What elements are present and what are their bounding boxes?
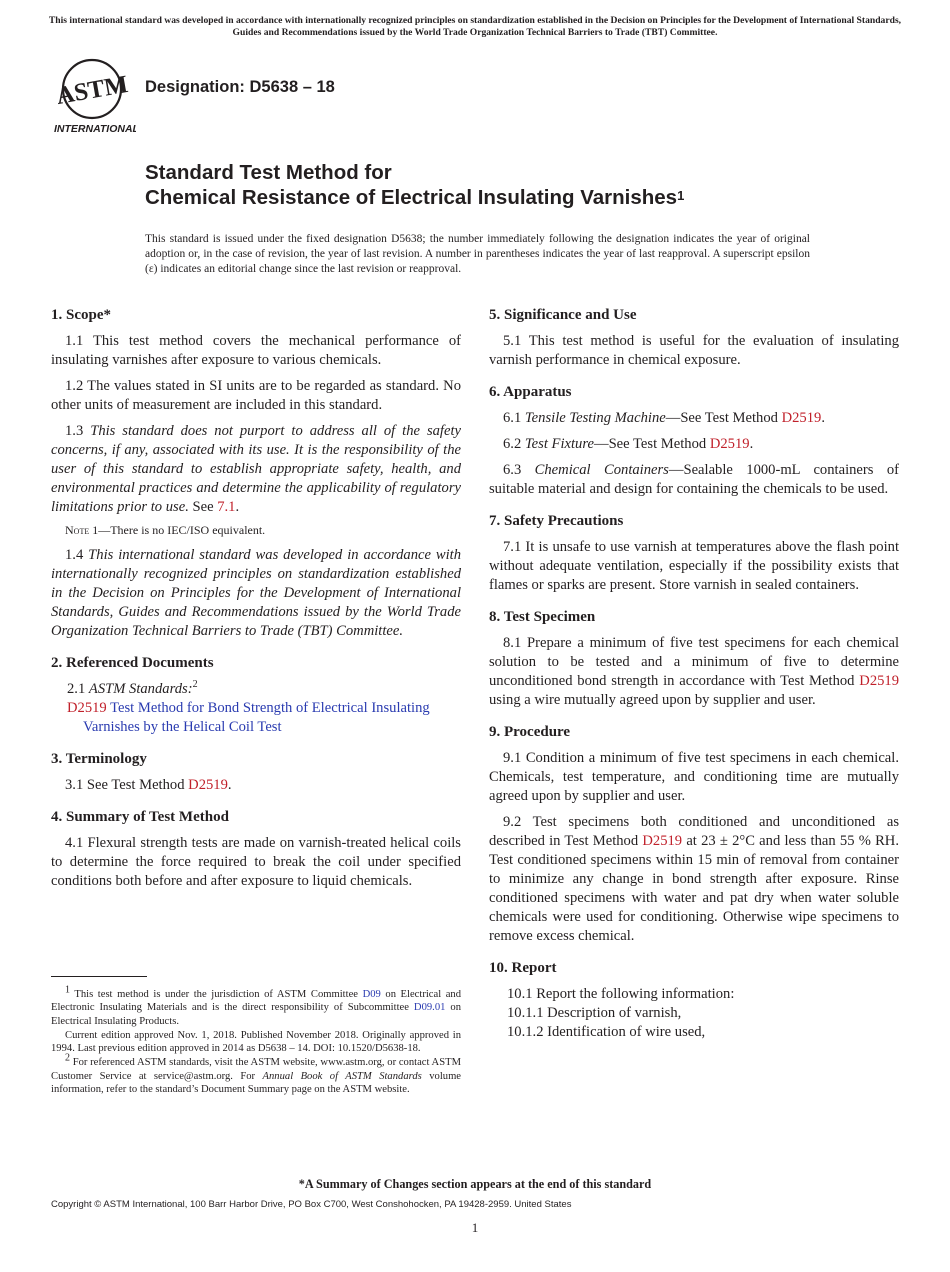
summary-of-changes-note: *A Summary of Changes section appears at the end of this standard [298, 1177, 652, 1191]
section-safety [489, 512, 899, 595]
link-d2519[interactable]: D2519 [781, 410, 822, 426]
section-referenced-documents [51, 654, 461, 737]
link-d2519[interactable]: D2519 [859, 673, 900, 689]
paragraph-8-1: 8.1 Prepare a minimum of five test specimens for each chemical solution to be tested and a minimum of five to determine unconditioned bond strength in accordance with Test Method D2519 using a wire mutually agreed upon by supplier and user. [489, 635, 900, 708]
title-line-2: Chemical Resistance of Electrical Insulating Varnishes$^1$ [145, 186, 685, 209]
section-test-specimen [489, 608, 899, 710]
link-d2519[interactable]: D2519 [642, 833, 683, 849]
issue-note: This standard is issued under the fixed designation D5638; the number immediately following the designation indicates the year of original adoption or, in the case of revision, the year of last revision. A number in parentheses indicates the year of last reapproval. A superscript epsilon (ε) indicates an editorial change since the last revision or reapproval. [145, 233, 810, 275]
page-number: 1 [471, 1220, 479, 1235]
section-terminology [51, 750, 461, 795]
section-heading: 4. Summary of Test Method [51, 809, 229, 825]
paragraph-1-2: 1.2 The values stated in SI units are to be regarded as standard. No other units of measurement are included in this standard. [51, 378, 461, 413]
footnote-2: $^2$ For referenced ASTM standards, visit the ASTM website, www.astm.org, or contact ASTM Customer Service at service@astm.org. For Annual Book of ASTM Standards volume information, refer to the standard’s Document Summary page on the ASTM website. [51, 1052, 462, 1096]
section-heading: 7. Safety Precautions [489, 513, 624, 529]
section-procedure [489, 723, 899, 946]
report-item: 10.1 Report the following information: [507, 986, 735, 1002]
reference-d2519[interactable]: D2519 Test Method for Bond Strength of Electrical Insulating Varnishes by the Helical Coil Test [67, 700, 430, 735]
footnote-divider [51, 976, 147, 977]
footnotes [51, 984, 462, 1097]
section-heading: 2. Referenced Documents [51, 655, 214, 671]
document-title [145, 160, 684, 212]
link-7-1[interactable]: 7.1 [217, 499, 236, 515]
section-summary [51, 808, 461, 891]
section-heading: 5. Significance and Use [489, 307, 637, 323]
paragraph-3-1: 3.1 See Test Method D2519. [65, 777, 232, 793]
title-line-1: Standard Test Method for [145, 161, 392, 184]
report-item: 10.1.2 Identification of wire used, [507, 1024, 706, 1040]
paragraph-1-3: 1.3 This standard does not purport to address all of the safety concerns, if any, associated with its use. It is the responsibility of the user of this standard to establish appropriate safety, health, and environmental practices and determine the applicability of regulatory limitations prior to use. See 7.1. [51, 423, 461, 515]
paragraph-6-1: 6.1 Tensile Testing Machine—See Test Method D2519. [503, 410, 825, 426]
footnote-1: $^1$ This test method is under the jurisdiction of ASTM Committee D09 on Electrical and Electronic Insulating Materials and is the direct responsibility of Subcommittee D09.01 on Electrical Insulating Products. [51, 984, 462, 1027]
logo-letters: ASTM [54, 70, 130, 111]
right-column [489, 306, 899, 1055]
astm-logo [52, 56, 136, 136]
title-footnote-ref: 1 [677, 188, 685, 203]
link-d2519[interactable]: D2519 [709, 436, 750, 452]
section-heading: 6. Apparatus [489, 384, 572, 400]
section-heading: 10. Report [489, 960, 557, 976]
section-scope [51, 306, 461, 641]
left-column [51, 306, 461, 904]
paragraph-2-1: 2.1 ASTM Standards:$^2$ [67, 679, 198, 697]
paragraph-9-1: 9.1 Condition a minimum of five test specimens in each chemical. Chemicals, test temperature, and conditioning time are mutually agreed upon by supplier and user. [489, 750, 899, 804]
paragraph-1-1: 1.1 This test method covers the mechanical performance of insulating varnishes after exposure to various chemicals. [51, 333, 461, 368]
section-heading: 3. Terminology [51, 751, 147, 767]
section-heading: 8. Test Specimen [489, 609, 596, 625]
paragraph-4-1: 4.1 Flexural strength tests are made on varnish-treated helical coils to determine the force required to break the coil under specified conditions both before and after exposure to liquid chemicals. [51, 835, 461, 889]
section-heading: 9. Procedure [489, 724, 571, 740]
section-report [489, 959, 899, 1042]
link-d2519[interactable]: D2519 [188, 777, 228, 793]
paragraph-1-4: 1.4 This international standard was developed in accordance with internationally recognized principles on standardization established in the Decision on Principles for the Development of International Standards, Guides and Recommendations issued by the World Trade Organization Technical Barriers to Trade (TBT) Committee. [51, 547, 462, 639]
footnote-1-edition: Current edition approved Nov. 1, 2018. Published November 2018. Originally approved in 1994. Last previous edition approved in 2014 as D5638 – 14. DOI: 10.1520/D5638-18. [51, 1029, 461, 1055]
paragraph-9-2: 9.2 Test specimens both conditioned and unconditioned as described in Test Method D2519 at 23 ± 2°C and less than 55 % RH. Test conditioned specimens within 15 min of removal from container to minimize any change in bond strength after exposure. Rinse conditioned specimens with water and pat dry when water soluble chemicals were used for conditioning. Otherwise wipe specimens to remove excess chemical. [489, 814, 899, 944]
paragraph-6-3: 6.3 Chemical Containers—Sealable 1000-mL containers of suitable material and design for containing the chemicals to be used. [489, 462, 899, 497]
paragraph-7-1: 7.1 It is unsafe to use varnish at temperatures above the flash point without adequate ventilation, especially if the possibility exists that flames or sparks are present. Store varnish in sealed containers. [489, 539, 899, 593]
top-notice: This international standard was developed in accordance with internationally recognized principles on standardization established in the Decision on Principles for the Development of International Standards, Guides and Recommendations issued by the World Trade Organization Technical Barriers to Trade (TBT) Committee. [48, 15, 902, 38]
logo-subtitle: INTERNATIONAL [54, 123, 136, 135]
link-d09[interactable]: D09 [362, 989, 381, 1000]
note-1: Note 1—There is no IEC/ISO equivalent. [65, 523, 266, 537]
paragraph-6-2: 6.2 Test Fixture—See Test Method D2519. [503, 436, 754, 452]
copyright: Copyright © ASTM International, 100 Barr Harbor Drive, PO Box C700, West Conshohocken, PA 19428-2959. United States [51, 1199, 572, 1210]
report-item: 10.1.1 Description of varnish, [507, 1005, 682, 1021]
designation: Designation: D5638 – 18 [145, 78, 335, 96]
section-heading: 1. Scope* [51, 307, 111, 323]
report-items [489, 985, 899, 1042]
link-d09-01[interactable]: D09.01 [413, 1002, 446, 1014]
section-significance [489, 306, 899, 370]
paragraph-5-1: 5.1 This test method is useful for the evaluation of insulating varnish performance in chemical exposure. [489, 333, 899, 368]
section-apparatus [489, 383, 899, 499]
